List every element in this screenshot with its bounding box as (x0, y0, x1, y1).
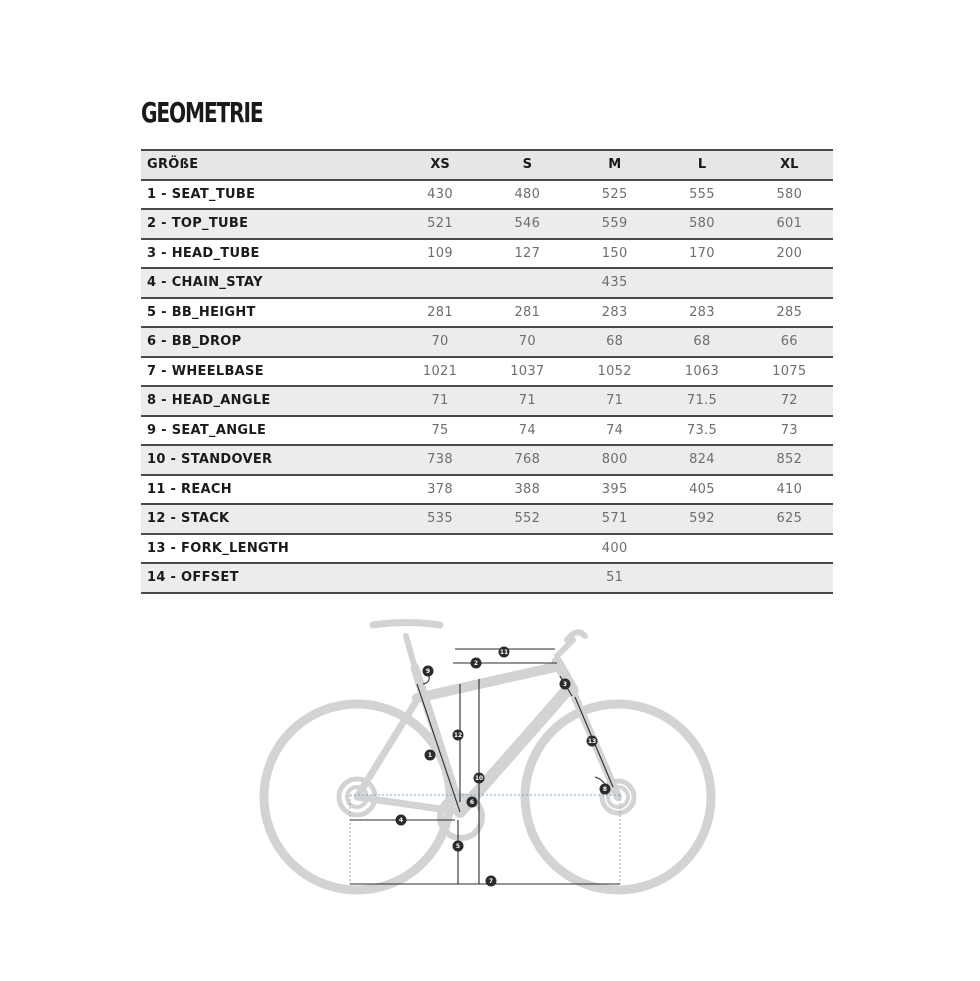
marker-label: 8 (602, 786, 608, 793)
table-cell: 1021 (396, 357, 483, 387)
table-cell: 400 (571, 534, 658, 564)
table-cell: 395 (571, 475, 658, 505)
marker-label: 13 (587, 738, 597, 745)
table-cell: 200 (746, 239, 833, 269)
row-label: 7 - WHEELBASE (141, 357, 396, 387)
table-cell: 824 (658, 445, 745, 475)
handlebar (567, 632, 585, 640)
table-cell (658, 563, 745, 593)
table-cell: 571 (571, 504, 658, 534)
table-cell: 559 (571, 209, 658, 239)
table-cell: 546 (484, 209, 571, 239)
table-cell: 435 (571, 268, 658, 298)
table-cell: 738 (396, 445, 483, 475)
table-cell: 68 (658, 327, 745, 357)
table-row (141, 416, 833, 446)
table-cell: 521 (396, 209, 483, 239)
table-header-row (141, 150, 833, 180)
table-cell: 73.5 (658, 416, 745, 446)
stem (557, 640, 573, 656)
table-row (141, 445, 833, 475)
table-cell (484, 563, 571, 593)
table-cell (746, 563, 833, 593)
table-cell: 580 (746, 180, 833, 210)
table-cell: 75 (396, 416, 483, 446)
table-cell (396, 563, 483, 593)
table-row (141, 563, 833, 593)
table-row (141, 239, 833, 269)
row-label: 13 - FORK_LENGTH (141, 534, 396, 564)
row-label: 10 - STANDOVER (141, 445, 396, 475)
table-cell: 283 (571, 298, 658, 328)
column-header-xs: XS (396, 150, 483, 180)
table-cell: 74 (484, 416, 571, 446)
table-cell: 1063 (658, 357, 745, 387)
table-cell: 150 (571, 239, 658, 269)
table-cell (396, 268, 483, 298)
table-cell: 552 (484, 504, 571, 534)
top-tube (417, 666, 560, 698)
row-label: 6 - BB_DROP (141, 327, 396, 357)
table-cell: 51 (571, 563, 658, 593)
marker-label: 2 (473, 660, 479, 667)
table-row (141, 268, 833, 298)
table-cell (484, 534, 571, 564)
table-cell: 555 (658, 180, 745, 210)
table-cell: 170 (658, 239, 745, 269)
table-cell: 800 (571, 445, 658, 475)
table-cell: 71 (396, 386, 483, 416)
marker-label: 4 (398, 817, 404, 824)
table-row (141, 357, 833, 387)
table-cell: 405 (658, 475, 745, 505)
row-label: 5 - BB_HEIGHT (141, 298, 396, 328)
table-cell: 388 (484, 475, 571, 505)
table-cell: 285 (746, 298, 833, 328)
table-cell: 430 (396, 180, 483, 210)
table-cell: 109 (396, 239, 483, 269)
table-cell: 281 (484, 298, 571, 328)
seat-tube-dim (417, 684, 463, 812)
marker-label: 9 (425, 668, 431, 675)
row-label: 3 - HEAD_TUBE (141, 239, 396, 269)
table-cell: 71 (484, 386, 571, 416)
down-tube (460, 687, 570, 812)
table-cell: 1037 (484, 357, 571, 387)
geometry-table (141, 149, 833, 594)
table-cell: 1052 (571, 357, 658, 387)
table-row (141, 298, 833, 328)
table-cell: 410 (746, 475, 833, 505)
table-cell: 480 (484, 180, 571, 210)
table-cell: 71.5 (658, 386, 745, 416)
table-cell: 525 (571, 180, 658, 210)
table-cell: 601 (746, 209, 833, 239)
column-header-m: M (571, 150, 658, 180)
row-label: 9 - SEAT_ANGLE (141, 416, 396, 446)
table-row (141, 475, 833, 505)
page-title: GEOMETRIE (141, 96, 263, 129)
table-cell (396, 534, 483, 564)
table-cell: 1075 (746, 357, 833, 387)
table-row (141, 504, 833, 534)
table-cell (658, 268, 745, 298)
table-cell: 73 (746, 416, 833, 446)
table-cell (484, 268, 571, 298)
marker-label: 5 (455, 843, 461, 850)
table-cell: 66 (746, 327, 833, 357)
marker-label: 6 (469, 799, 475, 806)
reference-guides (350, 795, 620, 884)
marker-label: 1 (427, 752, 433, 759)
marker-label: 7 (488, 878, 494, 885)
table-row (141, 534, 833, 564)
table-cell: 283 (658, 298, 745, 328)
row-label: 8 - HEAD_ANGLE (141, 386, 396, 416)
column-header-l: L (658, 150, 745, 180)
table-cell: 71 (571, 386, 658, 416)
table-row (141, 386, 833, 416)
column-header-size: GRÖßE (141, 150, 396, 180)
table-row (141, 327, 833, 357)
marker-label: 3 (562, 681, 568, 688)
marker-label: 10 (474, 775, 484, 782)
table-cell: 768 (484, 445, 571, 475)
marker-label: 11 (499, 649, 509, 656)
table-body (141, 180, 833, 593)
table-cell (746, 534, 833, 564)
table-cell: 378 (396, 475, 483, 505)
table-row (141, 209, 833, 239)
column-header-s: S (484, 150, 571, 180)
table-cell: 74 (571, 416, 658, 446)
row-label: 4 - CHAIN_STAY (141, 268, 396, 298)
table-cell (746, 268, 833, 298)
row-label: 12 - STACK (141, 504, 396, 534)
row-label: 1 - SEAT_TUBE (141, 180, 396, 210)
table-row (141, 180, 833, 210)
table-cell: 580 (658, 209, 745, 239)
seat-post (406, 636, 415, 668)
table-cell: 852 (746, 445, 833, 475)
table-cell: 72 (746, 386, 833, 416)
saddle (373, 623, 440, 626)
table-cell: 592 (658, 504, 745, 534)
column-header-xl: XL (746, 150, 833, 180)
bike-geometry-diagram (255, 612, 725, 912)
table-cell: 625 (746, 504, 833, 534)
table-cell: 127 (484, 239, 571, 269)
table-cell: 70 (484, 327, 571, 357)
table-cell: 68 (571, 327, 658, 357)
table-cell: 70 (396, 327, 483, 357)
row-label: 2 - TOP_TUBE (141, 209, 396, 239)
marker-label: 12 (453, 732, 463, 739)
table-cell: 281 (396, 298, 483, 328)
row-label: 11 - REACH (141, 475, 396, 505)
row-label: 14 - OFFSET (141, 563, 396, 593)
table-cell (658, 534, 745, 564)
table-cell: 535 (396, 504, 483, 534)
